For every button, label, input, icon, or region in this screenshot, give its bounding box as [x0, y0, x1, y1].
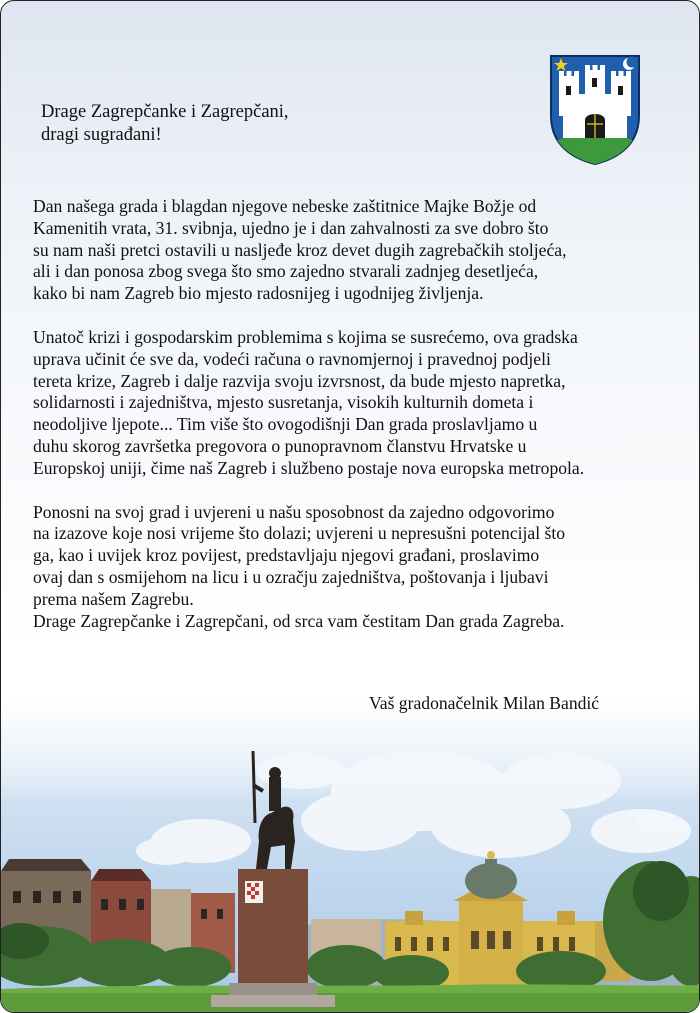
text-line: ga, kao i uvijek kroz povijest, predstavljaju njegovi građani, proslavimo [33, 545, 540, 566]
text-line: duhu skorog završetka pregovora o punopravnom članstvu Hrvatske u [33, 435, 527, 456]
paragraph-3 [33, 502, 673, 611]
text-line: kako bi nam Zagreb bio mjesto radosnijeg i ugodnijeg življenja. [33, 283, 484, 304]
salutation [41, 101, 289, 147]
paragraph-2 [33, 327, 673, 480]
paragraph-1 [33, 196, 673, 305]
text-line: uprava učinit će sve da, vodeći računa o ravnomjernoj i pravednoj podjeli [33, 348, 551, 369]
closing-line: Drage Zagrepčanke i Zagrepčani, od srca vam čestitam Dan grada Zagreba. [33, 610, 565, 631]
text-line: prema našem Zagrebu. [33, 588, 194, 609]
text-line: Dan našega grada i blagdan njegove nebeske zaštitnice Majke Božje od [33, 196, 537, 216]
letter-body [33, 196, 673, 632]
zagreb-square-statue-theatre-photo [1, 731, 699, 1012]
text-line: ovaj dan s osmijehom na licu i u ozračju zajedništva, poštovanja i ljubavi [33, 566, 549, 587]
text-line: Ponosni na svoj grad i uvjereni u našu sposobnost da zajedno odgovorimo [33, 501, 555, 522]
zagreb-coat-of-arms-icon [549, 54, 641, 166]
text-line: neodoljive ljepote... Tim više što ovogodišnji Dan grada proslavljamo u [33, 414, 538, 435]
text-line: ali i dan ponosa zbog svega što smo zajedno stvarali zadnjeg desetljeća, [33, 261, 539, 282]
text-line: tereta krize, Zagreb i dalje razvija svoju izvrsnost, da bude mjesto napretka, [33, 370, 566, 391]
text-line: su nam naši pretci ostavili u nasljeđe kroz devet dugih zagrebačkih stoljeća, [33, 239, 567, 260]
salutation-line: dragi sugrađani! [41, 125, 162, 145]
text-line: Unatoč krizi i gospodarskim problemima s kojima se susrećemo, ova gradska [33, 326, 578, 347]
text-line: Kamenitih vrata, 31. svibnja, ujedno je i dan zahvalnosti za sve dobro što [33, 217, 549, 238]
text-line: Europskoj uniji, čime naš Zagreb i službeno postaje nova europska metropola. [33, 457, 585, 478]
salutation-line: Drage Zagrepčanke i Zagrepčani, [41, 102, 289, 122]
text-line: solidarnosti i zajedništva, mjesto susretanja, visokih kulturnih dometa i [33, 392, 534, 413]
text-line: na izazove koje nosi vrijeme što dolazi; uvjereni u nepresušni potencijal što [33, 523, 566, 544]
signature: Vaš gradonačelnik Milan Bandić [369, 693, 600, 713]
